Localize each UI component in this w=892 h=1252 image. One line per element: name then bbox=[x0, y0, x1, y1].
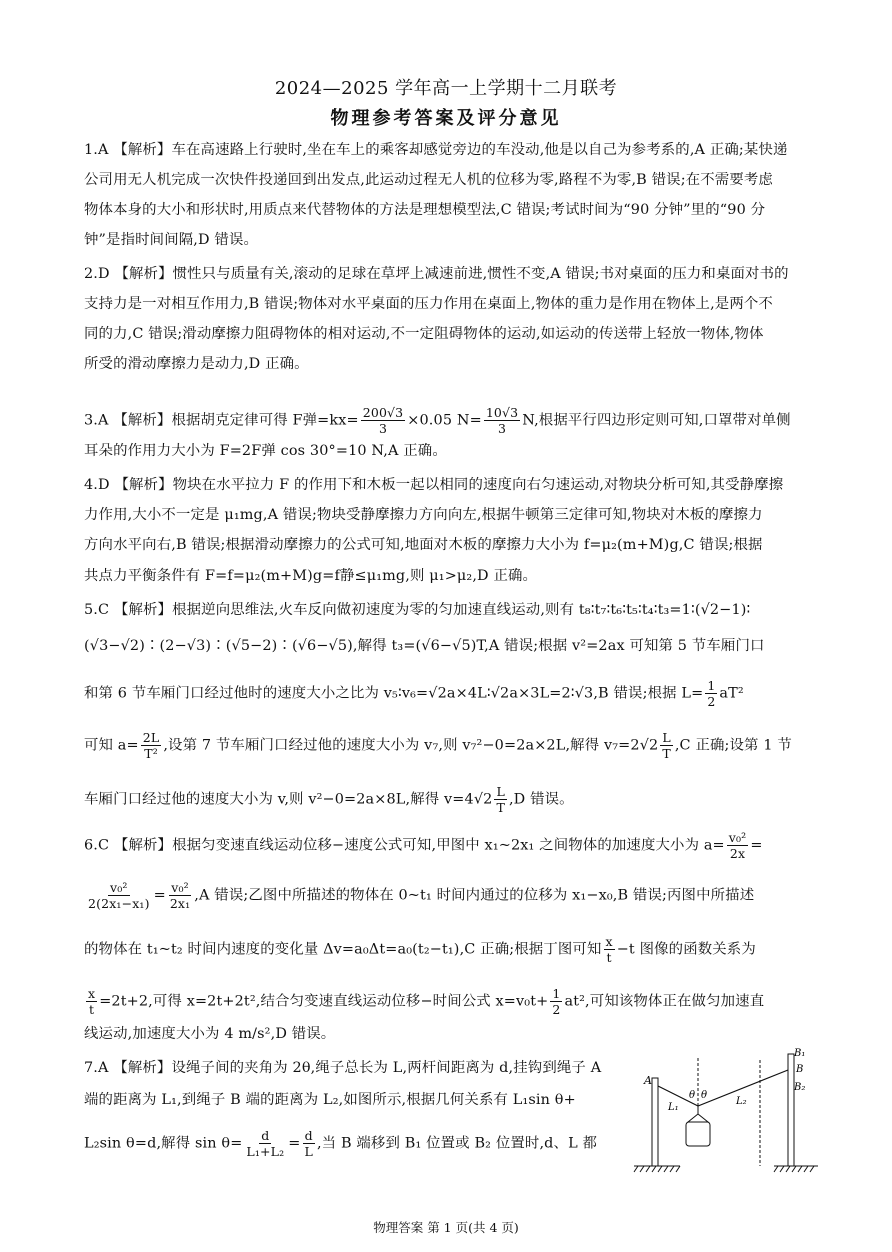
right-pole bbox=[788, 1054, 794, 1166]
q2-line-4: 所受的滑动摩擦力是动力,D 正确。 bbox=[84, 356, 309, 372]
fraction-denominator: 3 bbox=[378, 421, 388, 436]
q7-text-c: ,当 B 端移到 B₁ 位置或 B₂ 位置时,d、L 都 bbox=[316, 1135, 598, 1152]
q1-line-2: 公司用无人机完成一次快件投递回到出发点,此运动过程无人机的位移为零,路程不为零,B 错误;在不需要考虑 bbox=[84, 172, 773, 188]
fraction-denominator: L bbox=[304, 1144, 313, 1159]
q7-line-1: 7.A 【解析】设绳子间的夹角为 2θ,绳子总长为 L,两杆间距离为 d,挂钩到绳子 A bbox=[84, 1060, 602, 1076]
q7-fraction-1 bbox=[244, 1128, 286, 1159]
fraction-numerator: d bbox=[304, 1128, 313, 1143]
q6-text-d: ,A 错误;乙图中所描述的物体在 0~t₁ 时间内通过的位移为 x₁−x₀,B 错误;丙图中所描述 bbox=[194, 887, 755, 904]
label-theta-right: θ bbox=[701, 1090, 708, 1101]
q6-text-f: −t 图像的函数关系为 bbox=[616, 941, 756, 958]
fraction-numerator: 1 bbox=[552, 986, 561, 1001]
q4-line-2: 力作用,大小不一定是 μ₁mg,A 错误;物块受静摩擦力方向向左,根据牛顿第三定律可知,物块对木板的摩擦力 bbox=[84, 507, 763, 523]
q3-line-2: 耳朵的作用力大小为 F=2F弹 cos 30°=10 N,A 正确。 bbox=[84, 443, 447, 459]
q6-text-h: at²,可知该物体正在做匀加速直 bbox=[564, 993, 765, 1010]
q3-text-c: N,根据平行四边形定则可知,口罩带对单侧 bbox=[522, 412, 791, 429]
q5-text-d: ,设第 7 节车厢门口经过他的速度大小为 v₇,则 v₇²−0=2a×2L,解得 v₇=2√2 bbox=[163, 737, 659, 754]
q5-fraction-a bbox=[141, 730, 162, 761]
q6-text-b: = bbox=[750, 837, 763, 854]
q3-fraction-1 bbox=[361, 405, 406, 436]
q6-text-e: 的物体在 t₁~t₂ 时间内速度的变化量 Δv=a₀Δt=a₀(t₂−t₁),C 正确;根据丁图可知 bbox=[84, 941, 602, 958]
q6-line-1 bbox=[84, 830, 824, 861]
q3-text-a: 3.A 【解析】根据胡克定律可得 F弹=kx= bbox=[84, 412, 359, 429]
q5-line-1: 5.C 【解析】根据逆向思维法,火车反向做初速度为零的匀加速直线运动,则有 t₈∶t₇∶t₆∶t₅∶t₄∶t₃=1∶(√2−1)∶ bbox=[84, 602, 751, 618]
q5-line-3 bbox=[84, 678, 824, 709]
answer-title: 物理参考答案及评分意见 bbox=[330, 108, 562, 129]
q6-text-c: = bbox=[153, 887, 166, 904]
q7-line-2: 端的距离为 L₁,到绳子 B 端的距离为 L₂,如图所示,根据几何关系有 L₁sin θ+ bbox=[84, 1092, 576, 1108]
label-theta-left: θ bbox=[689, 1090, 696, 1101]
fraction-denominator: 2 bbox=[552, 1002, 561, 1017]
fraction-numerator: v₀² bbox=[171, 880, 189, 895]
fraction-denominator: 2x bbox=[729, 846, 746, 861]
fraction-numerator: x bbox=[88, 986, 96, 1001]
q6-fraction-3 bbox=[168, 880, 192, 911]
q5-fraction-half bbox=[705, 678, 717, 709]
q5-line-2: (√3−√2)∶(2−√3)∶(√5−2)∶(√6−√5),解得 t₃=(√6−√5)T,A 错误;根据 v²=2ax 可知第 5 节车厢门口 bbox=[84, 638, 765, 654]
q5-text-f: 车厢门口经过他的速度大小为 v,则 v²−0=2a×8L,解得 v=4√2 bbox=[84, 791, 493, 808]
fraction-denominator: 2x₁ bbox=[169, 896, 191, 911]
exam-title: 2024—2025 学年高一上学期十二月联考 bbox=[274, 78, 618, 99]
q7-fraction-2 bbox=[303, 1128, 315, 1159]
fraction-numerator: d bbox=[261, 1128, 270, 1143]
fraction-numerator: x bbox=[605, 934, 613, 949]
fraction-numerator: v₀² bbox=[728, 830, 747, 845]
page-footer: 物理答案 第 1 页(共 4 页) bbox=[373, 1220, 519, 1235]
q6-line-2 bbox=[84, 880, 824, 911]
q4-line-4: 共点力平衡条件有 F=f=μ₂(m+M)g=f静≤μ₁mg,则 μ₁>μ₂,D 正确。 bbox=[84, 568, 538, 584]
fraction-denominator: T bbox=[496, 800, 505, 815]
ground-left bbox=[634, 1166, 680, 1172]
label-b: B bbox=[796, 1064, 804, 1075]
fraction-denominator: 2(2x₁−x₁) bbox=[88, 896, 150, 911]
hanging-clothes bbox=[686, 1122, 710, 1146]
q6-fraction-2 bbox=[86, 880, 152, 911]
fraction-denominator: t bbox=[89, 1002, 95, 1017]
q2-line-1: 2.D 【解析】惯性只与质量有关,滚动的足球在草坪上减速前进,惯性不变,A 错误;书对桌面的压力和桌面对书的 bbox=[84, 266, 789, 282]
q6-fraction-6 bbox=[550, 986, 562, 1017]
q6-fraction-1 bbox=[727, 830, 749, 861]
q1-line-1: 1.A 【解析】车在高速路上行驶时,坐在车上的乘客却感觉旁边的车没动,他是以自己为参考系的,A 正确;某快递 bbox=[84, 142, 788, 158]
fraction-numerator: 200√3 bbox=[362, 405, 404, 420]
fraction-numerator: v₀² bbox=[110, 880, 128, 895]
fraction-numerator: L bbox=[662, 730, 671, 745]
q5-text-c: 可知 a= bbox=[84, 737, 139, 754]
q2-line-2: 支持力是一对相互作用力,B 错误;物体对水平桌面的压力作用在桌面上,物体的重力是作用在物体上,是两个不 bbox=[84, 296, 773, 312]
q6-fraction-4 bbox=[604, 934, 615, 965]
q5-text-b: aT² bbox=[719, 685, 744, 702]
q6-line-4 bbox=[84, 986, 824, 1017]
q7-text-b: = bbox=[288, 1135, 301, 1152]
ground-right bbox=[774, 1166, 818, 1172]
fraction-denominator: T bbox=[662, 746, 671, 761]
q6-text-g: =2t+2,可得 x=2t+2t²,结合匀变速直线运动位移−时间公式 x=v₀t+ bbox=[99, 993, 549, 1010]
fraction-denominator: T² bbox=[144, 746, 158, 761]
q5-line-4 bbox=[84, 730, 824, 761]
q2-line-3: 同的力,C 错误;滑动摩擦力阻碍物体的相对运动,不一定阻碍物体的运动,如运动的传送带上轻放一物体,物体 bbox=[84, 326, 764, 342]
q6-line-3 bbox=[84, 934, 824, 965]
q6-text-a: 6.C 【解析】根据匀变速直线运动位移−速度公式可知,甲图中 x₁~2x₁ 之间物体的加速度大小为 a= bbox=[84, 837, 725, 854]
q1-line-3: 物体本身的大小和形状时,用质点来代替物体的方法是理想模型法,C 错误;考试时间为“90 分钟”里的“90 分 bbox=[84, 202, 766, 218]
q4-line-3: 方向水平向右,B 错误;根据滑动摩擦力的公式可知,地面对木板的摩擦力大小为 f=μ₂(m+M)g,C 错误;根据 bbox=[84, 537, 763, 553]
q5-fraction-l-over-t-2 bbox=[494, 784, 507, 815]
q5-text-g: ,D 错误。 bbox=[508, 791, 574, 808]
label-a: A bbox=[644, 1074, 652, 1087]
label-l1: L₁ bbox=[668, 1102, 679, 1113]
fraction-numerator: L bbox=[496, 784, 505, 799]
fraction-numerator: 10√3 bbox=[485, 405, 519, 420]
fraction-numerator: 1 bbox=[707, 678, 716, 693]
fraction-denominator: L₁+L₂ bbox=[246, 1144, 285, 1159]
left-pole bbox=[652, 1078, 658, 1166]
q3-text-b: ×0.05 N= bbox=[407, 412, 482, 429]
label-b2: B₂ bbox=[794, 1082, 806, 1093]
fraction-numerator: 2L bbox=[142, 730, 160, 745]
q7-text-a: L₂sin θ=d,解得 sin θ= bbox=[84, 1135, 243, 1152]
rope bbox=[658, 1070, 788, 1106]
fraction-denominator: t bbox=[606, 950, 612, 965]
fraction-denominator: 2 bbox=[707, 694, 716, 709]
q3-line-1 bbox=[84, 405, 824, 436]
rope-hanger-diagram bbox=[632, 1048, 822, 1178]
label-l2: L₂ bbox=[736, 1096, 747, 1107]
q6-line-5: 线运动,加速度大小为 4 m/s²,D 错误。 bbox=[84, 1026, 336, 1042]
q1-line-4: 钟”是指时间间隔,D 错误。 bbox=[84, 232, 259, 248]
label-b1: B₁ bbox=[794, 1048, 806, 1059]
hanger-top bbox=[688, 1114, 708, 1122]
q4-line-1: 4.D 【解析】物块在水平拉力 F 的作用下和木板一起以相同的速度向右匀速运动,对物块分析可知,其受静摩擦 bbox=[84, 477, 784, 493]
q5-text-a: 和第 6 节车厢门口经过他时的速度大小之比为 v₅∶v₆=√2a×4L∶√2a×3L=2∶√3,B 错误;根据 L= bbox=[84, 685, 704, 702]
q7-line-3 bbox=[84, 1128, 644, 1159]
q6-fraction-5 bbox=[86, 986, 97, 1017]
q5-line-5 bbox=[84, 784, 824, 815]
q5-text-e: ,C 正确;设第 1 节 bbox=[674, 737, 792, 754]
q3-fraction-2 bbox=[484, 405, 520, 436]
fraction-denominator: 3 bbox=[497, 421, 507, 436]
q5-fraction-l-over-t bbox=[660, 730, 673, 761]
